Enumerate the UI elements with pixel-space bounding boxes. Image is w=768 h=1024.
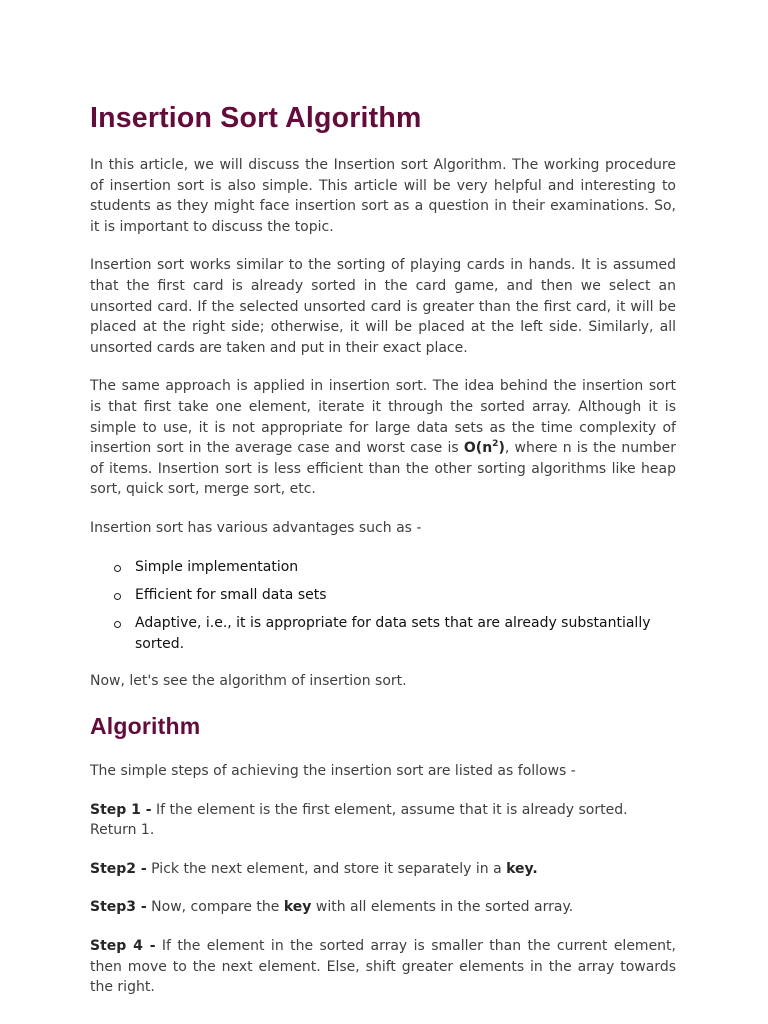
complexity-notation: $O(n^2)$ [463,439,505,457]
article [90,98,676,1016]
step-2: Step2 - Pick the next element, and store it separately in a key. [90,860,538,877]
step-4: Step 4 - If the element in the sorted array is smaller than the current element, then move to the next element. Else, shift greater elements in the array towards the right. [90,938,676,996]
list-item: Adaptive, i.e., it is appropriate for data sets that are already substantially sorted. [90,613,676,655]
algorithm-heading: Algorithm [90,713,201,740]
list-item: Efficient for small data sets [90,585,676,606]
step-1: Step 1 - If the element is the first element, assume that it is already sorted. Return 1. [90,801,628,839]
list-item: Simple implementation [90,557,676,578]
key-term: key [283,899,312,916]
algorithm-intro: The simple steps of achieving the insertion sort are listed as follows - [90,763,576,780]
step-3-label: Step3 - [90,899,147,916]
step-3: Step3 - Now, compare the key with all elements in the sorted array. [90,899,574,916]
complexity-exponent: 2 [492,439,499,450]
transition-text: Now, let's see the algorithm of insertion sort. [90,672,407,689]
circle-bullet-icon [114,621,121,628]
page-title: Insertion Sort Algorithm [90,102,422,134]
complexity-text-before: The same approach is applied in insertion sort. The idea behind the insertion sort is that first take one element, iterate it through the sorted array. Although it is simple to use, it is not appropriate for large data sets as the time complexity of insertion sort in the average case and worst case is [90,378,676,457]
intro-paragraph-1: In this article, we will discuss the Insertion sort Algorithm. The working procedure of insertion sort is also simple. This article will be very helpful and interesting to students as they might face insertion sort as a question in their examinations. So, it is important to discuss the topic. [90,157,676,235]
circle-bullet-icon [114,565,121,572]
advantages-intro: Insertion sort has various advantages such as - [90,519,422,536]
step-1-label: Step 1 - [90,801,152,818]
step-2-label: Step2 - [90,860,147,877]
key-term: key. [506,860,538,877]
complexity-paragraph [90,376,676,500]
complexity-text-after: , where n is the number of items. Insertion sort is less efficient than the other sorting algorithms like heap sort, quick sort, merge sort, etc. [90,440,676,498]
advantages-list [90,557,676,655]
intro-paragraph-2: Insertion sort works similar to the sorting of playing cards in hands. It is assumed that the first card is already sorted in the card game, and then we select an unsorted card. If the selected unsorted card is greater than the first card, it will be placed at the right side; otherwise, it will be placed at the left side. Similarly, all unsorted cards are taken and put in their exact place. [90,257,676,356]
step-4-label: Step 4 - [90,938,156,955]
circle-bullet-icon [114,593,121,600]
